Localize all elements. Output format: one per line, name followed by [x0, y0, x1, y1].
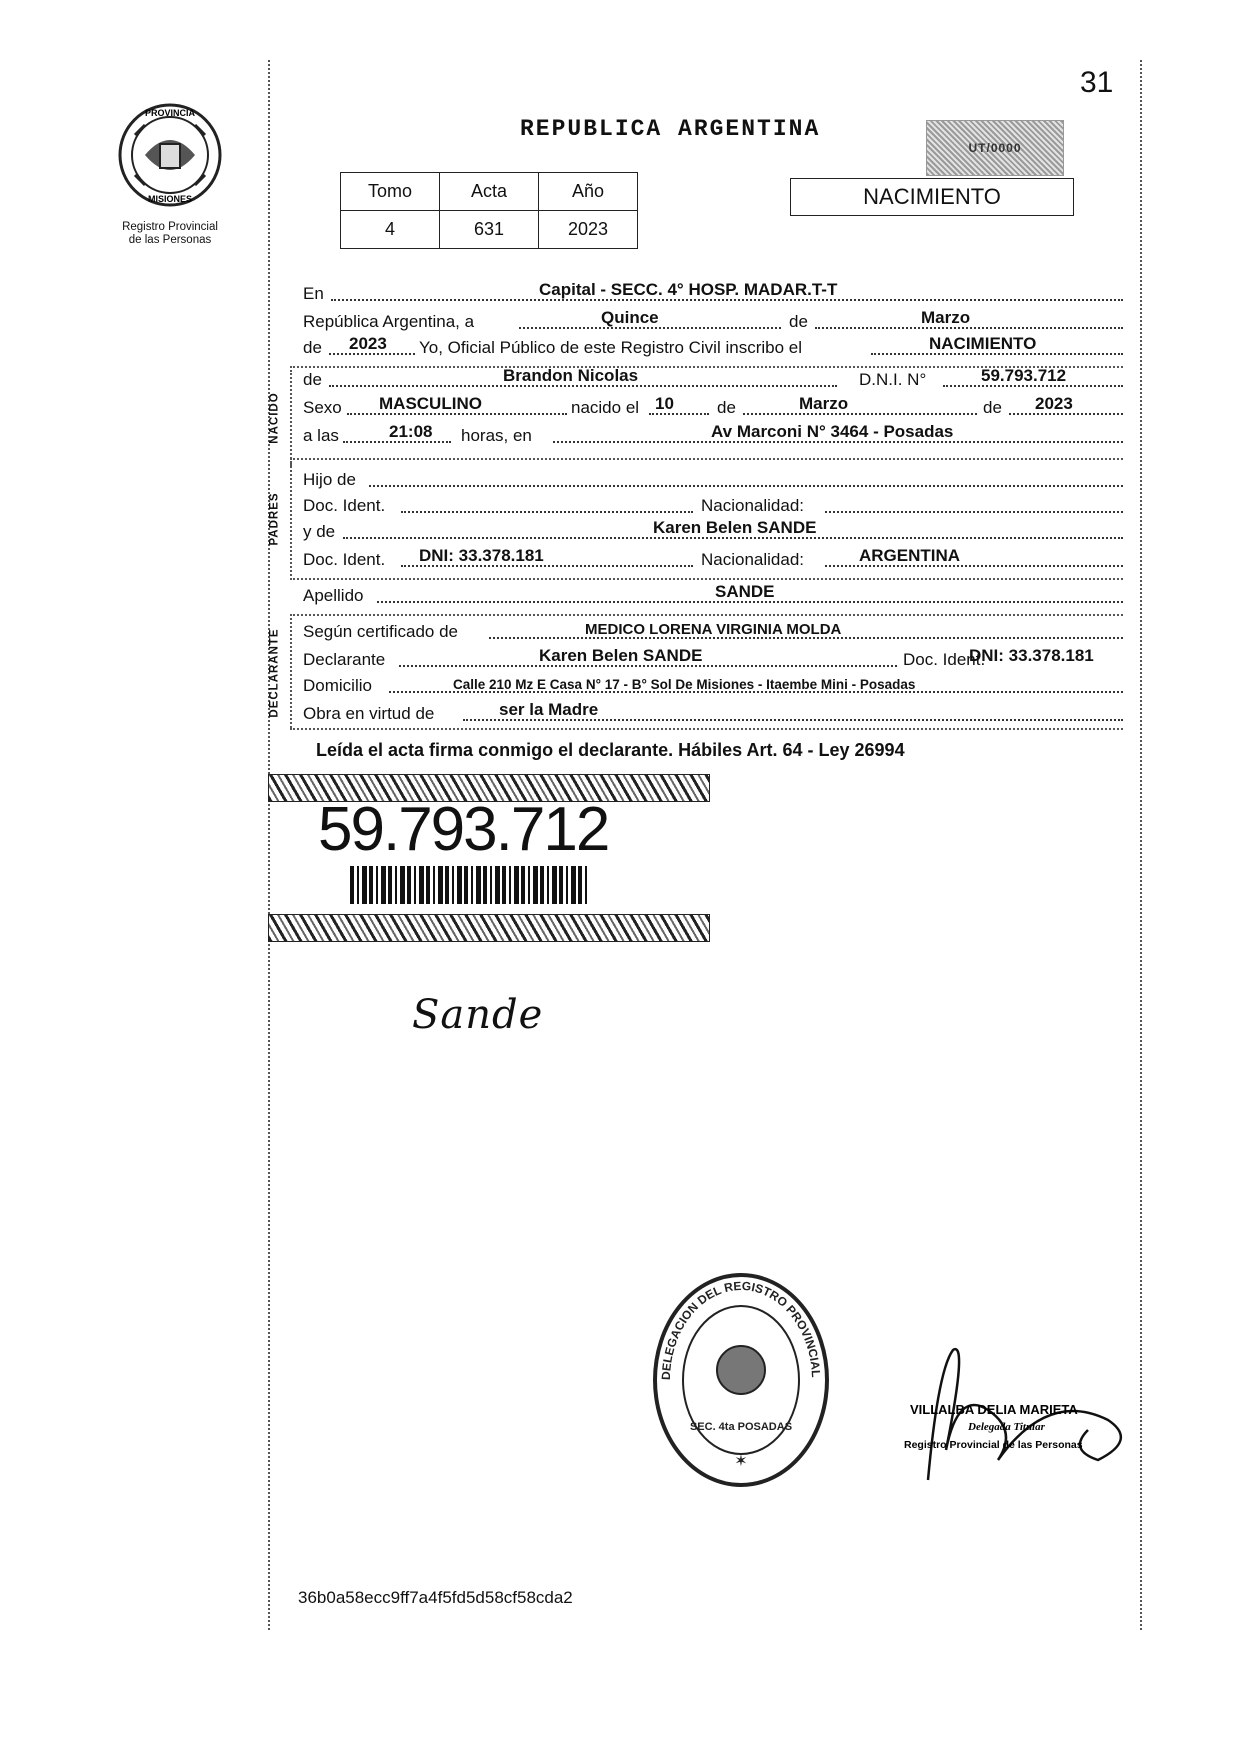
signatory-role: Delegada Titular [968, 1421, 1045, 1433]
signatory-office: Registro Provincial de las Personas [904, 1439, 1083, 1451]
dotted-line [825, 511, 1123, 513]
value-anio: 2023 [539, 211, 638, 249]
logo-label-line2: de las Personas [128, 234, 212, 246]
label-sexo: Sexo [303, 398, 342, 417]
value-birth-year: 2023 [1035, 394, 1073, 413]
value-child-name: Brandon Nicolas [503, 366, 639, 385]
svg-text:✶: ✶ [734, 1453, 748, 1470]
value-birth-day: 10 [655, 394, 674, 413]
row-y-de [303, 516, 1123, 544]
value-birth-month: Marzo [799, 394, 849, 413]
value-mother-nationality: ARGENTINA [859, 546, 961, 565]
value-birth-place: Av Marconi N° 3464 - Posadas [711, 422, 954, 441]
logo-label-line1: Registro Provincial [122, 221, 218, 233]
section-divider [290, 728, 1123, 730]
label-republica: República Argentina, a [303, 312, 475, 331]
value-declarante-doc: DNI: 33.378.181 [969, 646, 1094, 665]
record-table-value-row [341, 211, 638, 249]
row-obra [303, 698, 1123, 726]
row-doc-2 [303, 544, 1123, 572]
signature-block [898, 1330, 1148, 1510]
value-tomo: 4 [341, 211, 440, 249]
logo-top-text: PROVINCIA [144, 108, 196, 118]
label-declarante: Declarante [303, 650, 386, 669]
section-bar [290, 462, 292, 576]
label-official: Yo, Oficial Público de este Registro Civil inscribo el [419, 338, 802, 357]
misiones-coat-of-arms-icon [115, 100, 225, 210]
handwritten-signature-icon [898, 1330, 1148, 1510]
section-label-nacido: NACIDO [269, 392, 281, 444]
value-en: Capital - SECC. 4° HOSP. MADAR.T-T [539, 280, 838, 299]
label-de: de [717, 398, 736, 417]
record-table [340, 172, 638, 249]
value-certificado: MEDICO LORENA VIRGINIA MOLDA [585, 621, 842, 638]
row-republica [303, 306, 1123, 334]
control-stamp [926, 120, 1064, 176]
section-bar [290, 370, 292, 466]
official-seal [650, 1270, 832, 1490]
label-apellido: Apellido [303, 586, 364, 605]
label-horas-en: horas, en [461, 426, 532, 445]
label-dni: D.N.I. N° [859, 370, 927, 389]
value-birth-time: 21:08 [389, 422, 433, 441]
dotted-line [743, 413, 977, 415]
value-event: NACIMIENTO [929, 334, 1037, 353]
value-month: Marzo [921, 308, 971, 327]
signatory-name: VILLALBA DELIA MARIETA [910, 1402, 1078, 1417]
dotted-line [369, 485, 1123, 487]
label-de: de [303, 370, 322, 389]
registry-logo [105, 100, 235, 247]
closing-statement: Leída el acta firma conmigo el declarante. Hábiles Art. 64 - Ley 26994 [316, 740, 905, 760]
value-obra: ser la Madre [499, 700, 599, 719]
seal-inner-text: SEC. 4ta POSADAS [689, 1421, 793, 1433]
document-hash: 36b0a58ecc9ff7a4f5fd5d58cf58cda2 [298, 1588, 573, 1607]
dni-large-number: 59.793.712 [318, 795, 609, 864]
row-domicilio [303, 670, 1123, 698]
label-domicilio: Domicilio [303, 676, 372, 695]
section-label-declarante: DECLARANTE [269, 628, 282, 718]
header-tomo: Tomo [341, 173, 440, 211]
value-sexo: MASCULINO [379, 394, 482, 413]
label-certificado: Según certificado de [303, 622, 458, 641]
barcode-icon [350, 866, 590, 904]
row-en [303, 278, 1123, 306]
row-hijo-de [303, 464, 1123, 492]
row-apellido [303, 580, 1123, 608]
logo-bottom-text: MISIONES [147, 194, 193, 204]
value-apellido: SANDE [715, 582, 775, 601]
row-sexo [303, 392, 1123, 420]
value-year: 2023 [349, 334, 387, 353]
left-margin-line [268, 60, 270, 1630]
label-doc-ident: Doc. Ident. [303, 550, 386, 569]
row-inscribo [303, 332, 1123, 360]
header-anio: Año [539, 173, 638, 211]
record-type-box: NACIMIENTO [790, 178, 1074, 216]
label-doc-ident: Doc. Ident. [903, 650, 986, 669]
value-acta: 631 [440, 211, 539, 249]
label-a-las: a las [303, 426, 339, 445]
row-doc-1 [303, 490, 1123, 518]
label-nacionalidad: Nacionalidad: [701, 550, 805, 569]
page-number: 31 [1080, 66, 1114, 99]
label-de: de [303, 338, 322, 357]
dotted-line [401, 511, 693, 513]
control-stamp-text: UT/0000 [968, 141, 1022, 155]
label-de: de [789, 312, 808, 331]
label-de: de [983, 398, 1002, 417]
security-band-bottom [268, 914, 710, 942]
label-y-de: y de [303, 522, 336, 541]
row-hora-lugar [303, 420, 1123, 448]
record-table-header-row [341, 173, 638, 211]
value-declarante-name: Karen Belen SANDE [539, 646, 703, 665]
label-obra: Obra en virtud de [303, 704, 435, 723]
label-nacionalidad: Nacionalidad: [701, 496, 805, 515]
row-certificado [303, 616, 1123, 644]
section-divider [290, 458, 1123, 460]
header-acta: Acta [440, 173, 539, 211]
value-mother-name: Karen Belen SANDE [653, 518, 817, 537]
value-child-dni: 59.793.712 [981, 366, 1067, 385]
value-mother-doc: DNI: 33.378.181 [419, 546, 544, 565]
seal-outer-text: DELEGACION DEL REGISTRO PROVINCIAL [658, 1278, 824, 1381]
value-day-words: Quince [601, 308, 659, 327]
label-hijo-de: Hijo de [303, 470, 356, 489]
document-title: REPUBLICA ARGENTINA [520, 116, 821, 142]
seal-stamp-icon [650, 1270, 832, 1490]
label-en: En [303, 284, 324, 303]
row-nacido-name [303, 364, 1123, 392]
label-doc-ident: Doc. Ident. [303, 496, 386, 515]
section-bar [290, 618, 292, 728]
section-label-padres: PADRES [269, 492, 282, 546]
row-declarante [303, 644, 1123, 672]
value-domicilio: Calle 210 Mz E Casa N° 17 - B° Sol De Misiones - Itaembe Mini - Posadas [453, 677, 916, 692]
label-nacido-el: nacido el [571, 398, 640, 417]
handwritten-surname: Sande [412, 992, 544, 1038]
